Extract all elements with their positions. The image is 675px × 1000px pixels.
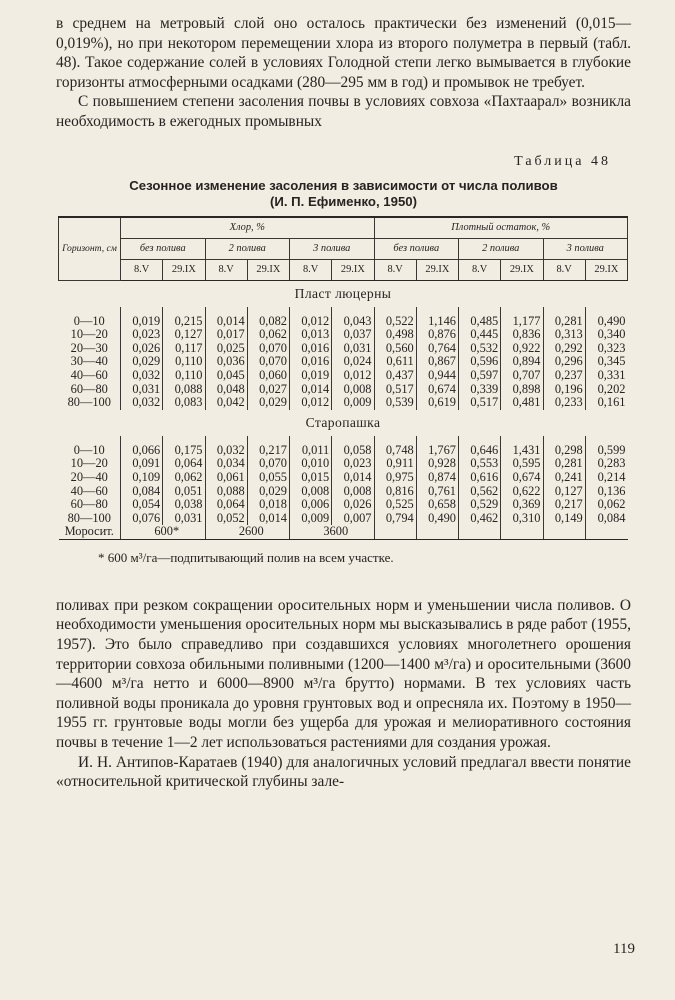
- value-cell: 0,014: [290, 383, 332, 397]
- horizon-cell: 20—40: [70, 469, 108, 484]
- date-header: 8.V: [459, 259, 501, 280]
- value-cell: 0,008: [332, 383, 374, 397]
- subgroup-header: без полива: [374, 238, 459, 259]
- value-cell: 0,014: [247, 512, 289, 526]
- value-cell: 0,836: [501, 328, 543, 342]
- value-cell: 0,025: [205, 342, 247, 356]
- value-cell: 0,340: [585, 328, 627, 342]
- value-cell: 0,064: [163, 457, 205, 471]
- value-cell: 0,281: [543, 457, 585, 471]
- value-cell: 0,331: [585, 369, 627, 383]
- header-chlorine: Хлор, %: [121, 217, 375, 239]
- value-cell: 0,911: [374, 457, 416, 471]
- date-header: 29.IX: [332, 259, 374, 280]
- value-cell: 0,560: [374, 342, 416, 356]
- value-cell: 0,241: [543, 471, 585, 485]
- value-cell: 0,070: [247, 355, 289, 369]
- table-row: [59, 471, 628, 485]
- date-header: 8.V: [374, 259, 416, 280]
- horizon-cell: 80—100: [67, 510, 111, 525]
- value-cell: 0,109: [121, 471, 163, 485]
- value-cell: 0,019: [121, 315, 163, 329]
- value-cell: 0,214: [585, 471, 627, 485]
- salinity-table: [58, 216, 628, 540]
- value-cell: 0,010: [290, 457, 332, 471]
- value-cell: 0,006: [290, 498, 332, 512]
- value-cell: 0,008: [290, 485, 332, 499]
- value-cell: 0,539: [374, 396, 416, 410]
- value-cell: 0,310: [501, 512, 543, 526]
- value-cell: 0,048: [205, 383, 247, 397]
- value-cell: 0,894: [501, 355, 543, 369]
- value-cell: 0,674: [416, 383, 458, 397]
- value-cell: 0,616: [459, 471, 501, 485]
- value-cell: 0,553: [459, 457, 501, 471]
- table-row: [59, 383, 628, 397]
- value-cell: 0,110: [163, 369, 205, 383]
- date-header: 8.V: [290, 259, 332, 280]
- value-cell: 0,064: [205, 498, 247, 512]
- value-cell: 0,149: [543, 512, 585, 526]
- value-cell: 0,202: [585, 383, 627, 397]
- value-cell: 0,237: [543, 369, 585, 383]
- value-cell: 0,481: [501, 396, 543, 410]
- value-cell: 0,658: [416, 498, 458, 512]
- value-cell: 0,061: [205, 471, 247, 485]
- table-row: [59, 342, 628, 356]
- table-row: [59, 512, 628, 526]
- value-cell: 0,029: [247, 485, 289, 499]
- value-cell: 0,009: [332, 396, 374, 410]
- section-title: Старопашка: [305, 414, 381, 430]
- table-footnote: * 600 м³/га—подпитывающий полив на всем участке.: [98, 549, 394, 565]
- value-cell: 0,012: [332, 369, 374, 383]
- paragraph-top-2: С повышением степени засоления почвы в условиях совхоза «Пахтаарал» возникла необходимость в ежегодных промывных: [56, 93, 631, 130]
- value-cell: 0,031: [163, 512, 205, 526]
- value-cell: 0,032: [121, 396, 163, 410]
- value-cell: 0,018: [247, 498, 289, 512]
- value-cell: 0,055: [247, 471, 289, 485]
- horizon-cell: 30—40: [70, 354, 108, 369]
- value-cell: 0,748: [374, 444, 416, 458]
- value-cell: 0,070: [247, 342, 289, 356]
- value-cell: 0,437: [374, 369, 416, 383]
- value-cell: 0,043: [332, 315, 374, 329]
- value-cell: 0,498: [374, 328, 416, 342]
- header-dense-residue: Плотный остаток, %: [374, 217, 628, 239]
- value-cell: 0,485: [459, 315, 501, 329]
- table-title-sub: (И. П. Ефименко, 1950): [269, 193, 418, 209]
- value-cell: 0,019: [290, 369, 332, 383]
- value-cell: 0,054: [121, 498, 163, 512]
- value-cell: 0,026: [121, 342, 163, 356]
- empty-cell: [374, 525, 416, 539]
- value-cell: 1,177: [501, 315, 543, 329]
- value-cell: 0,012: [290, 315, 332, 329]
- table-title-main: Сезонное изменение засоления в зависимости от числа поливов: [129, 177, 558, 193]
- table-row: [59, 369, 628, 383]
- value-cell: 0,532: [459, 342, 501, 356]
- value-cell: 0,017: [205, 328, 247, 342]
- table-title: [56, 178, 631, 210]
- value-cell: 0,764: [416, 342, 458, 356]
- value-cell: 0,023: [332, 457, 374, 471]
- value-cell: 0,066: [121, 444, 163, 458]
- value-cell: 0,032: [121, 369, 163, 383]
- value-cell: 0,084: [121, 485, 163, 499]
- value-cell: 0,117: [163, 342, 205, 356]
- horizon-cell: 40—60: [70, 483, 108, 498]
- value-cell: 0,794: [374, 512, 416, 526]
- value-cell: 0,529: [459, 498, 501, 512]
- value-cell: 1,767: [416, 444, 458, 458]
- value-cell: 0,283: [585, 457, 627, 471]
- table-row: [59, 457, 628, 471]
- value-cell: 0,088: [205, 485, 247, 499]
- value-cell: 0,037: [332, 328, 374, 342]
- value-cell: 0,292: [543, 342, 585, 356]
- value-cell: 0,051: [163, 485, 205, 499]
- value-cell: 0,015: [290, 471, 332, 485]
- value-cell: 0,922: [501, 342, 543, 356]
- value-cell: 0,088: [163, 383, 205, 397]
- date-header: 29.IX: [416, 259, 458, 280]
- value-cell: 0,175: [163, 444, 205, 458]
- section-title: Пласт люцерны: [294, 285, 392, 301]
- value-cell: 0,027: [247, 383, 289, 397]
- subgroup-header: 2 полива: [459, 238, 544, 259]
- table-row: [59, 355, 628, 369]
- empty-cell: [585, 525, 627, 539]
- value-cell: 0,928: [416, 457, 458, 471]
- value-cell: 0,091: [121, 457, 163, 471]
- value-cell: 0,462: [459, 512, 501, 526]
- value-cell: 0,127: [163, 328, 205, 342]
- value-cell: 0,013: [290, 328, 332, 342]
- value-cell: 0,876: [416, 328, 458, 342]
- horizon-cell: 0—10: [73, 313, 105, 328]
- value-cell: 0,196: [543, 383, 585, 397]
- value-cell: 0,082: [247, 315, 289, 329]
- value-cell: 0,674: [501, 471, 543, 485]
- value-cell: 0,036: [205, 355, 247, 369]
- table-row: [59, 485, 628, 499]
- value-cell: 0,369: [501, 498, 543, 512]
- horizon-cell: 0—10: [73, 442, 105, 457]
- paragraph-bottom-2: И. Н. Антипов-Каратаев (1940) для аналогичных условий предлагал ввести понятие «относительной критической глубины зале-: [56, 753, 631, 791]
- value-cell: 0,339: [459, 383, 501, 397]
- value-cell: 0,944: [416, 369, 458, 383]
- value-cell: 0,619: [416, 396, 458, 410]
- date-header: 8.V: [543, 259, 585, 280]
- date-header: 29.IX: [247, 259, 289, 280]
- page-content: [56, 14, 631, 792]
- irrigation-norm: 2600: [205, 525, 290, 539]
- subgroup-header: 3 полива: [543, 238, 628, 259]
- date-header: 29.IX: [501, 259, 543, 280]
- empty-cell: [459, 525, 501, 539]
- value-cell: 0,517: [374, 383, 416, 397]
- subgroup-row: [59, 238, 628, 259]
- irrigation-norm: 600*: [121, 525, 206, 539]
- value-cell: 0,161: [585, 396, 627, 410]
- table-body: [59, 280, 628, 539]
- horizon-cell: 20—30: [70, 340, 108, 355]
- value-cell: 0,062: [163, 471, 205, 485]
- value-cell: 0,076: [121, 512, 163, 526]
- value-cell: 0,345: [585, 355, 627, 369]
- horizon-cell: 60—80: [70, 497, 108, 512]
- value-cell: 0,562: [459, 485, 501, 499]
- value-cell: 0,029: [121, 355, 163, 369]
- value-cell: 0,083: [163, 396, 205, 410]
- value-cell: 0,070: [247, 457, 289, 471]
- table-row: [59, 328, 628, 342]
- value-cell: 0,127: [543, 485, 585, 499]
- value-cell: 0,062: [585, 498, 627, 512]
- table-row: [59, 444, 628, 458]
- value-cell: 0,867: [416, 355, 458, 369]
- value-cell: 0,026: [332, 498, 374, 512]
- value-cell: 0,009: [290, 512, 332, 526]
- value-cell: 0,490: [416, 512, 458, 526]
- date-header: 8.V: [205, 259, 247, 280]
- value-cell: 0,445: [459, 328, 501, 342]
- table-row: [59, 315, 628, 329]
- value-cell: 0,595: [501, 457, 543, 471]
- empty-cell: [501, 525, 543, 539]
- irrigation-norm: 3600: [290, 525, 375, 539]
- section-header: [59, 280, 628, 307]
- paragraph-bottom-1: поливах при резком сокращении оросительных норм и уменьшении числа поливов. О необходимости уменьшения оросительных норм мы высказывались в ряде работ (1955, 1957). Это было справедливо при создавшихся условиях многолетнего орошения территории совхоза обильными поливными (1200—1400 м³/га) и оросительными (3600—4600 м³/га нетто и 6000—8900 м³/га брутто) нормами. В тех условиях часть поливной воды проникала до уровня грунтовых вод и опресняла их. Поэтому в 1950—1955 гг. грунтовые воды могли без ущерба для урожая и мелиоративного состояния почвы в течение 1—2 лет использоваться растениями для создания урожая.: [56, 596, 631, 752]
- page-number: 119: [613, 941, 635, 957]
- value-cell: 0,313: [543, 328, 585, 342]
- value-cell: 0,016: [290, 355, 332, 369]
- subgroup-header: 3 полива: [290, 238, 375, 259]
- value-cell: 0,052: [205, 512, 247, 526]
- horizon-cell: 40—60: [70, 367, 108, 382]
- value-cell: 0,596: [459, 355, 501, 369]
- value-cell: 0,761: [416, 485, 458, 499]
- empty-cell: [416, 525, 458, 539]
- irrigation-label: Моросит.: [59, 525, 121, 539]
- value-cell: 0,646: [459, 444, 501, 458]
- value-cell: 0,975: [374, 471, 416, 485]
- date-header: 29.IX: [163, 259, 205, 280]
- paragraph-top-1: в среднем на метровый слой оно осталось практически без изменений (0,015—0,019%), но при некотором перемещении хлора из второго полуметра в первый (табл. 48). Такое содержание солей в условиях Голодной степи легко вымывается в глубокие горизонты атмосферными осадками (280—295 мм в год) и промывок не требует.: [56, 15, 631, 91]
- value-cell: 0,217: [247, 444, 289, 458]
- value-cell: 0,323: [585, 342, 627, 356]
- value-cell: 0,599: [585, 444, 627, 458]
- value-cell: 0,032: [205, 444, 247, 458]
- value-cell: 0,031: [332, 342, 374, 356]
- value-cell: 0,217: [543, 498, 585, 512]
- value-cell: 0,622: [501, 485, 543, 499]
- value-cell: 1,146: [416, 315, 458, 329]
- table-label: Таблица 48: [514, 153, 611, 169]
- horizon-cell: 60—80: [70, 381, 108, 396]
- value-cell: 0,016: [290, 342, 332, 356]
- value-cell: 0,014: [332, 471, 374, 485]
- value-cell: 0,281: [543, 315, 585, 329]
- value-cell: 0,007: [332, 512, 374, 526]
- value-cell: 0,062: [247, 328, 289, 342]
- value-cell: 0,084: [585, 512, 627, 526]
- date-row: [59, 259, 628, 280]
- value-cell: 0,012: [290, 396, 332, 410]
- bottom-text: [56, 596, 631, 792]
- value-cell: 0,707: [501, 369, 543, 383]
- section-header: [59, 410, 628, 436]
- value-cell: 1,431: [501, 444, 543, 458]
- subgroup-header: 2 полива: [205, 238, 290, 259]
- value-cell: 0,110: [163, 355, 205, 369]
- value-cell: 0,296: [543, 355, 585, 369]
- date-header: 8.V: [121, 259, 163, 280]
- horizon-cell: 10—20: [70, 456, 108, 471]
- table-row: [59, 396, 628, 410]
- subgroup-header: без полива: [121, 238, 206, 259]
- value-cell: 0,136: [585, 485, 627, 499]
- horizon-cell: 10—20: [70, 327, 108, 342]
- value-cell: 0,816: [374, 485, 416, 499]
- value-cell: 0,014: [205, 315, 247, 329]
- value-cell: 0,597: [459, 369, 501, 383]
- header-horizon: Горизонт, см: [59, 217, 121, 281]
- value-cell: 0,011: [290, 444, 332, 458]
- value-cell: 0,038: [163, 498, 205, 512]
- value-cell: 0,024: [332, 355, 374, 369]
- irrigation-row: [59, 525, 628, 539]
- empty-cell: [543, 525, 585, 539]
- value-cell: 0,029: [247, 396, 289, 410]
- value-cell: 0,023: [121, 328, 163, 342]
- value-cell: 0,008: [332, 485, 374, 499]
- value-cell: 0,898: [501, 383, 543, 397]
- value-cell: 0,525: [374, 498, 416, 512]
- value-cell: 0,058: [332, 444, 374, 458]
- value-cell: 0,031: [121, 383, 163, 397]
- value-cell: 0,874: [416, 471, 458, 485]
- value-cell: 0,045: [205, 369, 247, 383]
- value-cell: 0,517: [459, 396, 501, 410]
- value-cell: 0,490: [585, 315, 627, 329]
- value-cell: 0,215: [163, 315, 205, 329]
- value-cell: 0,233: [543, 396, 585, 410]
- table-row: [59, 498, 628, 512]
- value-cell: 0,060: [247, 369, 289, 383]
- value-cell: 0,611: [374, 355, 416, 369]
- value-cell: 0,522: [374, 315, 416, 329]
- value-cell: 0,298: [543, 444, 585, 458]
- value-cell: 0,034: [205, 457, 247, 471]
- horizon-cell: 80—100: [67, 395, 111, 410]
- date-header: 29.IX: [585, 259, 627, 280]
- value-cell: 0,042: [205, 396, 247, 410]
